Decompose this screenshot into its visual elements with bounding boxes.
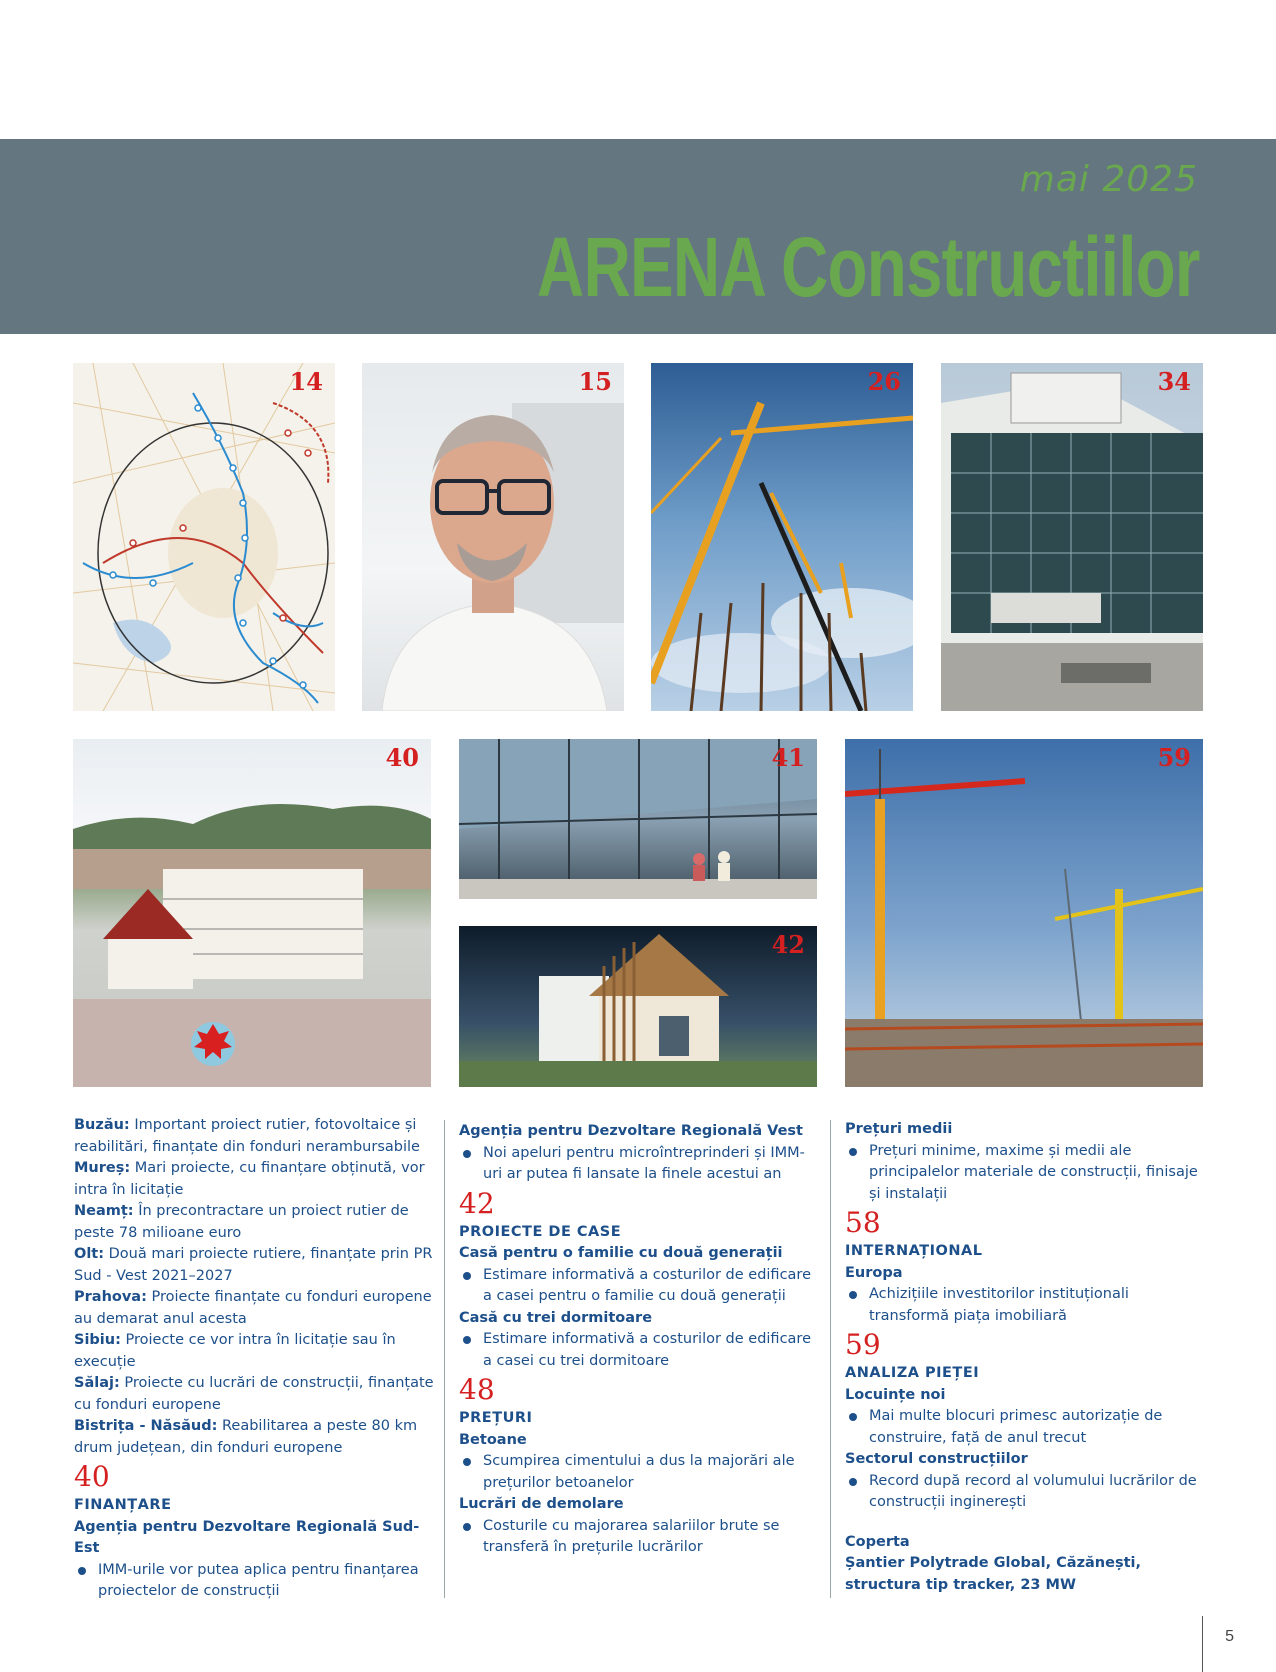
section-heading: INTERNAȚIONAL bbox=[845, 1243, 983, 1259]
page-number: 5 bbox=[1225, 1628, 1234, 1645]
town-illustration bbox=[73, 739, 431, 1087]
toc-item[interactable]: Prahova: Proiecte finanțate cu fonduri europene au demarat anul acesta bbox=[74, 1289, 432, 1327]
photo-house[interactable] bbox=[459, 926, 817, 1087]
section-subtitle: Sectorul construcțiilor bbox=[845, 1451, 1028, 1467]
toc-item[interactable]: Mureș: Mari proiecte, cu finanțare obținută, vor intra în licitație bbox=[74, 1160, 425, 1198]
section-heading: ANALIZA PIEȚEI bbox=[845, 1365, 980, 1381]
toc-column-3 bbox=[845, 1119, 1207, 1596]
photo-portrait[interactable] bbox=[362, 363, 624, 711]
section-heading: FINANȚARE bbox=[74, 1497, 172, 1513]
cover-label: Coperta bbox=[845, 1533, 910, 1550]
toc-bullet-item[interactable]: Prețuri minime, maxime și medii ale principalelor materiale de construcții, finisaje și instalații bbox=[845, 1141, 1207, 1206]
page-number-ref: 48 bbox=[459, 1373, 495, 1406]
column-divider bbox=[444, 1120, 445, 1598]
section-subtitle: Agenția pentru Dezvoltare Regională Vest bbox=[459, 1123, 803, 1139]
toc-bullet-item[interactable]: Record după record al volumului lucrărilor de construcții inginerești bbox=[845, 1471, 1207, 1514]
page-ref-26: 26 bbox=[867, 367, 901, 396]
toc-bullet-item[interactable]: Estimare informativă a costurilor de edificare a casei cu trei dormitoare bbox=[459, 1329, 821, 1372]
column-divider bbox=[830, 1120, 831, 1598]
house-illustration bbox=[459, 926, 817, 1087]
section-heading: PREȚURI bbox=[459, 1410, 533, 1426]
toc-bullet-item[interactable]: Noi apeluri pentru microîntreprinderi și IMM-uri ar putea fi lansate la finele acestui an bbox=[459, 1143, 821, 1186]
toc-bullet-item[interactable]: Estimare informativă a costurilor de edificare a casei pentru o familie cu două generații bbox=[459, 1265, 821, 1308]
toc-bullet-item[interactable]: IMM-urile vor putea aplica pentru finanțarea proiectelor de construcții bbox=[74, 1560, 434, 1603]
issue-month: mai 2025 bbox=[1019, 159, 1198, 200]
page-number-ref: 42 bbox=[459, 1186, 495, 1220]
photo-map[interactable] bbox=[73, 363, 335, 711]
photo-building[interactable] bbox=[941, 363, 1203, 711]
section-subtitle: Lucrări de demolare bbox=[459, 1496, 624, 1512]
building-illustration bbox=[941, 363, 1203, 711]
section-subtitle: Locuințe noi bbox=[845, 1386, 946, 1403]
entrance-illustration bbox=[459, 739, 817, 899]
toc-item[interactable]: Bistrița - Năsăud: Reabilitarea a peste 80 km drum județean, din fonduri europene bbox=[74, 1418, 418, 1456]
page-ref-15: 15 bbox=[578, 367, 612, 396]
toc-item[interactable]: Buzău: Important proiect rutier, fotovoltaice și reabilitări, finanțate din fonduri nerambursabile bbox=[74, 1117, 420, 1155]
page-number-ref: 59 bbox=[845, 1328, 881, 1361]
cranes-illustration bbox=[651, 363, 913, 711]
page-ref-14: 14 bbox=[289, 367, 323, 396]
toc-item[interactable]: Sibiu: Proiecte ce vor intra în licitație sau în execuție bbox=[74, 1332, 396, 1370]
page-number-ref: 58 bbox=[845, 1206, 881, 1239]
site-illustration bbox=[845, 739, 1203, 1087]
toc-column-1 bbox=[74, 1115, 434, 1603]
page-ref-59: 59 bbox=[1157, 743, 1191, 772]
section-subtitle: Prețuri medii bbox=[845, 1121, 953, 1137]
page-number-divider bbox=[1202, 1616, 1203, 1672]
header-banner bbox=[0, 139, 1276, 334]
section-subtitle: Europa bbox=[845, 1264, 903, 1281]
toc-bullet-item[interactable]: Mai multe blocuri primesc autorizație de construire, față de anul trecut bbox=[845, 1406, 1207, 1449]
photo-glass-entrance[interactable] bbox=[459, 739, 817, 899]
toc-bullet-item[interactable]: Scumpirea cimentului a dus la majorări ale prețurilor betoanelor bbox=[459, 1451, 821, 1494]
photo-construction-site[interactable] bbox=[845, 739, 1203, 1087]
photo-cranes[interactable] bbox=[651, 363, 913, 711]
page-ref-40: 40 bbox=[385, 743, 419, 772]
section-subtitle: Agenția pentru Dezvoltare Regională Sud-Est bbox=[74, 1518, 420, 1556]
toc-column-2 bbox=[459, 1121, 821, 1559]
toc-item[interactable]: Sălaj: Proiecte cu lucrări de construcții, finanțate cu fonduri europene bbox=[74, 1375, 434, 1413]
toc-item[interactable]: Neamț: În precontractare un proiect rutier de peste 78 milioane euro bbox=[74, 1203, 409, 1241]
page-ref-34: 34 bbox=[1157, 367, 1191, 396]
toc-item[interactable]: Olt: Două mari proiecte rutiere, finanțate prin PR Sud - Vest 2021–2027 bbox=[74, 1246, 433, 1284]
section-subtitle: Casă cu trei dormitoare bbox=[459, 1309, 653, 1326]
portrait-illustration bbox=[362, 363, 624, 711]
page-ref-41: 41 bbox=[771, 743, 805, 772]
photo-town[interactable] bbox=[73, 739, 431, 1087]
page-ref-42: 42 bbox=[771, 930, 805, 959]
section-subtitle: Casă pentru o familie cu două generații bbox=[459, 1245, 783, 1261]
magazine-title: ARENA Constructiilor bbox=[537, 220, 1200, 314]
map-illustration bbox=[73, 363, 335, 711]
toc-bullet-item[interactable]: Costurile cu majorarea salariilor brute se transferă în prețurile lucrărilor bbox=[459, 1516, 821, 1559]
section-heading: PROIECTE DE CASE bbox=[459, 1223, 622, 1240]
page-number-ref: 40 bbox=[74, 1460, 110, 1493]
toc-bullet-item[interactable]: Achizițiile investitorilor instituționali transformă piața imobiliară bbox=[845, 1284, 1207, 1327]
cover-caption: Șantier Polytrade Global, Căzănești, structura tip tracker, 23 MW bbox=[845, 1555, 1141, 1593]
section-subtitle: Betoane bbox=[459, 1431, 527, 1448]
